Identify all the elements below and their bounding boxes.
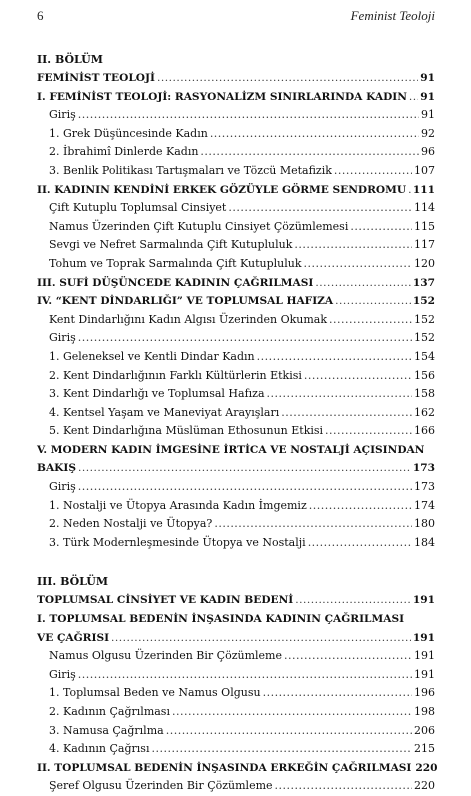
toc-entry-title: Giriş <box>49 480 76 494</box>
toc-entry-page: 154 <box>414 349 435 363</box>
dot-leader <box>172 703 412 722</box>
toc-entry <box>37 647 435 666</box>
toc-entry-page: 166 <box>414 424 435 438</box>
toc-entry <box>37 255 435 274</box>
toc-entry-page: 92 <box>421 126 435 140</box>
toc-entry-page: 96 <box>421 145 435 159</box>
toc-entry-page: 137 <box>412 276 435 289</box>
toc-entry-title: Namus Üzerinden Çift Kutuplu Cinsiyet Çözümlemesi <box>49 219 349 233</box>
dot-leader <box>214 515 412 534</box>
dot-leader <box>329 311 412 330</box>
toc-entry <box>37 199 435 218</box>
toc-entry-title: 3. Türk Modernleşmesinde Ütopya ve Nostalji <box>49 535 306 549</box>
toc-entry-page: 206 <box>414 723 435 737</box>
toc-entry <box>37 404 435 423</box>
toc-entry <box>37 274 435 293</box>
toc-entry-title: 3. Benlik Politikası Tartışmaları ve Tözcü Metafizik <box>49 163 332 177</box>
toc-entry-title: Giriş <box>49 667 76 681</box>
page-header <box>37 8 435 28</box>
dot-leader <box>151 740 412 759</box>
toc-entry <box>37 684 435 703</box>
toc-entry-page: 191 <box>412 594 435 607</box>
toc-entry-page: 158 <box>414 387 435 401</box>
toc-entry <box>37 143 435 162</box>
toc-entry <box>37 759 438 778</box>
toc-entry-title: 2. İbrahimî Dinlerde Kadın <box>49 145 199 159</box>
toc-entry <box>37 777 435 796</box>
toc-entry-title: 3. Kent Dindarlığı ve Toplumsal Hafıza <box>49 387 265 401</box>
toc-entry-title: 2. Kent Dindarlığının Farklı Kültürlerin Etkisi <box>49 368 302 382</box>
toc-entry-title: I. FEMİNİST TEOLOJİ: RASYONALİZM SINIRLARINDA KADIN <box>37 90 407 103</box>
dot-leader <box>228 199 412 218</box>
running-title: Feminist Teoloji <box>350 8 435 23</box>
toc-entry-title: 5. Kent Dindarlığına Müslüman Ethosunun Etkisi <box>49 424 324 438</box>
toc-entry-page: 117 <box>414 238 435 252</box>
dot-leader <box>157 69 418 88</box>
toc-entry-page: 198 <box>414 705 435 718</box>
toc-entry <box>37 515 435 534</box>
toc-entry-title: VE ÇAĞRISI <box>37 631 110 644</box>
table-of-contents <box>37 50 438 796</box>
toc-entry-page: 156 <box>414 368 435 382</box>
toc-entry <box>37 722 435 741</box>
toc-entry-page: 162 <box>414 405 435 419</box>
toc-entry <box>37 162 435 181</box>
toc-entry <box>37 292 435 311</box>
toc-entry-page: 152 <box>414 331 435 345</box>
dot-leader <box>78 329 412 348</box>
dot-leader <box>308 534 412 553</box>
toc-entry-page: 173 <box>412 462 435 475</box>
dot-leader <box>200 143 419 162</box>
dot-leader <box>78 478 412 497</box>
toc-entry-page: 196 <box>414 686 435 700</box>
toc-entry <box>37 348 435 367</box>
dot-leader <box>334 162 412 181</box>
section-gap <box>37 552 435 572</box>
toc-entry-title: II. TOPLUMSAL BEDENİN İNŞASINDA ERKEĞİN ÇAĞRILMASI <box>37 761 412 774</box>
dot-leader <box>315 274 411 293</box>
toc-entry <box>37 69 435 88</box>
toc-entry-page: 174 <box>414 498 435 512</box>
toc-entry <box>37 125 435 144</box>
dot-leader <box>257 348 412 367</box>
toc-entry-title: 4. Kentsel Yaşam ve Maneviyat Arayışları <box>49 405 280 419</box>
toc-entry-page: 173 <box>414 480 435 494</box>
toc-entry-title: Tohum ve Toprak Sarmalında Çift Kutupluluk <box>49 256 302 270</box>
toc-entry-page: 220 <box>415 761 438 774</box>
toc-entry-page: 114 <box>414 201 435 215</box>
toc-entry <box>37 459 435 478</box>
toc-entry <box>37 385 435 404</box>
part-heading: II. BÖLÜM <box>37 53 103 66</box>
dot-leader <box>281 404 412 423</box>
toc-entry-page: 184 <box>414 535 435 549</box>
dot-leader <box>408 181 411 200</box>
toc-entry-page: 115 <box>414 219 435 233</box>
toc-entry <box>37 478 435 497</box>
toc-entry <box>37 329 435 348</box>
toc-entry <box>37 740 435 759</box>
dot-leader <box>309 497 412 516</box>
toc-entry <box>37 703 435 722</box>
dot-leader <box>111 629 411 648</box>
toc-entry-title: Çift Kutuplu Toplumsal Cinsiyet <box>49 201 227 215</box>
dot-leader <box>295 591 411 610</box>
toc-entry-page: 215 <box>414 742 435 756</box>
toc-entry-page: 91 <box>420 90 435 103</box>
dot-leader <box>78 106 419 125</box>
dot-leader <box>304 367 412 386</box>
dot-leader <box>267 385 412 404</box>
toc-entry-page: 191 <box>414 667 435 681</box>
toc-entry-title: 1. Toplumsal Beden ve Namus Olgusu <box>49 686 261 700</box>
toc-entry-title: BAKIŞ <box>37 462 76 475</box>
toc-entry <box>37 311 435 330</box>
toc-entry <box>37 534 435 553</box>
dot-leader <box>78 666 412 685</box>
toc-entry-title: Giriş <box>49 108 76 122</box>
toc-entry-page: 111 <box>412 183 435 196</box>
part3-entries <box>37 591 435 610</box>
toc-entry <box>37 666 435 685</box>
part3-entries-after <box>37 629 438 796</box>
toc-entry-title: III. SUFİ DÜŞÜNCEDE KADININ ÇAĞRILMASI <box>37 276 314 289</box>
dot-leader <box>304 255 412 274</box>
dot-leader <box>409 88 418 107</box>
dot-leader <box>350 218 412 237</box>
toc-entry <box>37 497 435 516</box>
part-heading: III. BÖLÜM <box>37 575 109 589</box>
toc-entry-title: Giriş <box>49 331 76 345</box>
toc-entry-title: 3. Namusa Çağrılma <box>49 723 164 737</box>
dot-leader <box>325 422 412 441</box>
dot-leader <box>275 777 412 796</box>
toc-entry-page: 91 <box>421 108 435 122</box>
toc-entry-title: 2. Kadının Çağrılması <box>49 705 170 718</box>
toc-entry <box>37 367 435 386</box>
toc-entry-page: 180 <box>414 517 435 531</box>
toc-entry <box>37 218 435 237</box>
part2-entries-after <box>37 459 435 552</box>
toc-entry-title: II. KADININ KENDİNİ ERKEK GÖZÜYLE GÖRME SENDROMU <box>37 183 407 196</box>
toc-entry <box>37 591 435 610</box>
toc-entry-page: 152 <box>414 312 435 326</box>
dot-leader <box>294 236 412 255</box>
toc-entry-title: 4. Kadının Çağrısı <box>49 742 150 756</box>
toc-entry-page: 152 <box>412 295 435 308</box>
toc-heading-line: I. TOPLUMSAL BEDENİN İNŞASINDA KADININ ÇAĞRILMASI <box>37 613 405 626</box>
toc-entry-page: 91 <box>420 72 435 84</box>
toc-entry <box>37 106 435 125</box>
toc-entry <box>37 422 435 441</box>
page-number: 6 <box>37 8 44 23</box>
toc-entry-title: IV. “KENT DİNDARLIĞI” VE TOPLUMSAL HAFIZA <box>37 295 334 308</box>
toc-entry <box>37 181 435 200</box>
toc-entry-page: 191 <box>412 631 435 644</box>
toc-entry-title: Sevgi ve Nefret Sarmalında Çift Kutupluluk <box>49 238 293 252</box>
toc-entry-title: Kent Dindarlığını Kadın Algısı Üzerinden Okumak <box>49 312 327 326</box>
toc-entry-page: 120 <box>414 256 435 270</box>
dot-leader <box>210 125 419 144</box>
dot-leader <box>78 459 411 478</box>
toc-heading-line: V. MODERN KADIN İMGESİNE İRTİCA VE NOSTALJİ AÇISINDAN <box>37 443 425 456</box>
toc-entry-page: 220 <box>414 779 435 793</box>
toc-entry-title: 1. Geleneksel ve Kentli Dindar Kadın <box>49 349 255 363</box>
toc-entry-page: 107 <box>414 163 435 177</box>
toc-entry-page: 191 <box>414 649 435 663</box>
toc-entry <box>37 88 435 107</box>
dot-leader <box>284 647 412 666</box>
dot-leader <box>335 292 411 311</box>
toc-entry-title: 2. Neden Nostalji ve Ütopya? <box>49 517 213 531</box>
toc-entry <box>37 236 435 255</box>
toc-entry-title: TOPLUMSAL CİNSİYET VE KADIN BEDENİ <box>37 594 294 607</box>
dot-leader <box>263 684 412 703</box>
toc-entry <box>37 629 435 648</box>
dot-leader <box>166 722 412 741</box>
toc-entry-title: FEMİNİST TEOLOJİ <box>37 72 155 84</box>
toc-entry-title: 1. Nostalji ve Ütopya Arasında Kadın İmgemiz <box>49 498 307 512</box>
part2-entries <box>37 69 435 441</box>
toc-entry-title: 1. Grek Düşüncesinde Kadın <box>49 126 208 140</box>
toc-entry-title: Namus Olgusu Üzerinden Bir Çözümleme <box>49 649 282 663</box>
toc-entry-title: Şeref Olgusu Üzerinden Bir Çözümleme <box>49 779 273 793</box>
